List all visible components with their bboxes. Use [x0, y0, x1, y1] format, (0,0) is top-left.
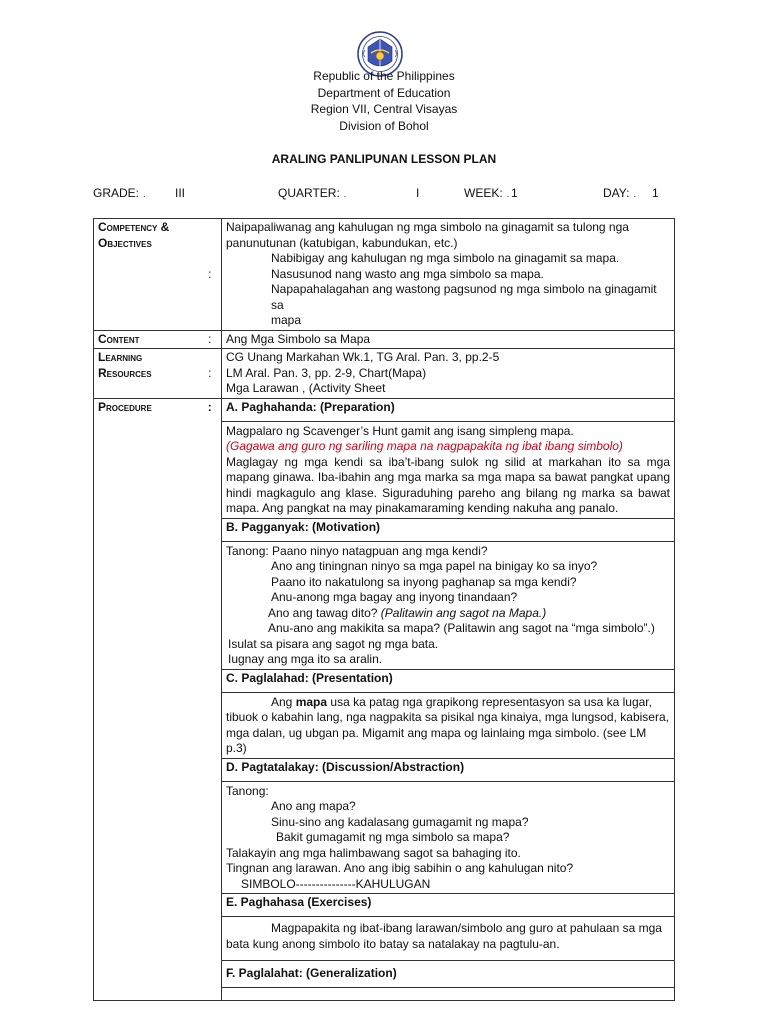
section-f-heading: F. Paglalahat: (Generalization): [222, 961, 675, 988]
document-title: ARALING PANLIPUNAN LESSON PLAN: [271, 152, 497, 166]
header-line-republic: Republic of the Philippines: [313, 69, 455, 83]
section-d-heading: D. Pagtatalakay: (Discussion/Abstraction): [222, 758, 675, 781]
lesson-plan-table: [93, 218, 675, 1001]
procedure-colon: :: [199, 398, 222, 1001]
section-b-content: Tanong: Paano ninyo natagpuan ang mga kendi? Ano ang tiningnan ninyo sa mga papel na binigay ko sa inyo? Paano ito nakatulong sa inyong paghanap sa mga kendi? Anu-anong mga bagay ang inyong tinandaan? Ano ang tawag dito? (Palitawin ang sagot na Mapa.) Anu-ano ang makikita sa mapa? (Palitawin ang sagot na “mga simbolo”.) Isulat sa pisara ang sagot ng mga bata. Iugnay ang mga ito sa aralin.: [222, 541, 675, 669]
section-c-content: Ang mapa usa ka patag nga grapikong representasyon sa usa ka lugar, tibuok o kabahin lang, nga nagpakita sa pisikal nga kinaiya, mga lungsod, kabisera, mga dalan, ug ubgan pa. Migamit ang mapa og lainlaing mga simbolo. (see LM p.3): [222, 692, 675, 758]
resources-row: [94, 349, 675, 399]
objective-item: Napapahalagahan ang wastong pagsunod ng mga simbolo na ginagamit sa: [271, 282, 657, 312]
competency-content: Naipapaliwanag ang kahulugan ng mga simbolo na ginagamit sa tulong nga panunutunan (katubigan, kabundukan, etc.) Nabibigay ang kahulugan ng mga simbolo na ginagamit sa mapa. Nasusunod nang wasto ang mga simbolo sa mapa. Napapahalagahan ang wastong pagsunod ng mga simbolo na ginagamit sa mapa: [222, 219, 675, 331]
grade-label: GRADE: .: [93, 186, 146, 200]
content-colon: :: [199, 330, 222, 349]
competency-colon: :: [199, 219, 222, 331]
section-a-content: Magpalaro ng Scavenger’s Hunt gamit ang isang simpleng mapa. (Gagawa ang guro ng sariling mapa na nagpapakita ng ibat ibang simbolo) Maglagay ng mga kendi sa iba’t-ibang sulok ng silid at markahan ito sa mga mapang ginawa. Iba-ibahin ang mga marka sa mga mapa sa bawat pangkat upang hindi magkagulo ang klase. Siguraduhing pareho ang bilang ng marka sa bawat mapa. Ang pangkat na may pinakamaraming kending nakuha ang panalo.: [222, 421, 675, 518]
quarter-label: QUARTER: .: [278, 186, 347, 200]
objective-item: Nabibigay ang kahulugan ng mga simbolo na ginagamit sa mapa.: [271, 251, 620, 265]
quarter-value: I: [416, 186, 420, 200]
header-line-division: Division of Bohol: [339, 118, 429, 133]
week-label: WEEK: .: [464, 186, 510, 200]
day-label: DAY: .: [603, 186, 636, 200]
objective-item: Nasusunod nang wasto ang mga simbolo sa mapa.: [271, 266, 544, 281]
section-e-content: Magpapakita ng ibat-ibang larawan/simbolo ang guro at pahulaan sa mga bata kung anong simbolo ito batay sa natalakay na pagtulu-an.: [222, 917, 675, 961]
procedure-label: Procedure: [94, 398, 199, 1001]
week-value: 1: [511, 186, 518, 200]
section-b-heading: B. Pagganyak: (Motivation): [222, 518, 675, 541]
section-a-heading: A. Paghahanda: (Preparation): [222, 398, 675, 421]
resources-colon: :: [199, 349, 222, 399]
teacher-note: (Gagawa ang guro ng sariling mapa na nagpapakita ng ibat ibang simbolo): [226, 439, 623, 453]
section-e-heading: E. Paghahasa (Exercises): [222, 894, 675, 917]
competency-row: [94, 219, 675, 331]
content-row: [94, 330, 675, 349]
resources-content: CG Unang Markahan Wk.1, TG Aral. Pan. 3, pp.2-5 LM Aral. Pan. 3, pp. 2-9, Chart(Mapa) Mga Larawan , (Activity Sheet: [222, 349, 675, 399]
document-header: [0, 68, 768, 134]
content-value: Ang Mga Simbolo sa Mapa: [222, 330, 675, 349]
content-label: Content: [94, 330, 199, 349]
section-f-content: [222, 988, 675, 1001]
procedure-row: [94, 398, 675, 421]
header-line-department: Department of Education: [317, 85, 451, 100]
section-c-heading: C. Paglalahad: (Presentation): [222, 669, 675, 692]
header-line-region: Region VII, Central Visayas: [310, 102, 458, 116]
competency-label: Competency & Objectives: [94, 219, 199, 331]
grade-value: III: [175, 186, 186, 200]
section-d-content: Tanong: Ano ang mapa? Sinu-sino ang kadalasang gumagamit ng mapa? Bakit gumagamit ng mga simbolo sa mapa? Talakayin ang mga halimbawang sagot sa bahaging ito. Tingnan ang larawan. Ano ang ibig sabihin o ang kahulugan nito? SIMBOLO---------------KAHULUGAN: [222, 781, 675, 894]
resources-label: Learning Resources: [94, 349, 199, 399]
day-value: 1: [652, 186, 659, 200]
